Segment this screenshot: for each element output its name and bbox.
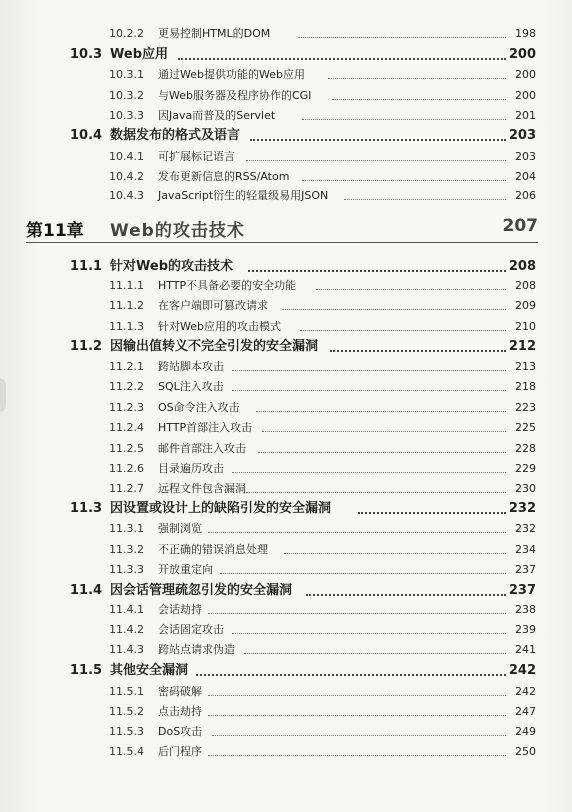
section-page: 200 xyxy=(508,47,536,62)
entry-page: 234 xyxy=(515,543,536,556)
entry-number: 11.4.3 xyxy=(109,643,144,656)
entry-page: 232 xyxy=(515,522,536,535)
toc-entry xyxy=(0,623,572,637)
chapter-title: Web的攻击技术 xyxy=(110,221,245,241)
entry-number: 11.3.3 xyxy=(109,563,144,576)
entry-page: 208 xyxy=(515,279,536,292)
entry-title: 会话劫持 xyxy=(158,603,202,616)
entry-title: 邮件首部注入攻击 xyxy=(158,442,246,455)
section-page: 242 xyxy=(508,663,536,678)
section-title: 因会话管理疏忽引发的安全漏洞 xyxy=(110,583,293,598)
section-title: 其他安全漏洞 xyxy=(110,663,189,678)
dot-leader xyxy=(262,431,506,432)
toc-section xyxy=(0,128,572,144)
toc-entry xyxy=(0,320,572,334)
entry-number: 11.5.3 xyxy=(109,725,144,738)
entry-title: 不正确的错误消息处理 xyxy=(158,543,268,556)
toc-entry xyxy=(0,482,572,496)
entry-number: 11.2.1 xyxy=(109,360,144,373)
dot-leader xyxy=(300,330,506,331)
dot-leader xyxy=(208,613,506,614)
toc-entry xyxy=(0,563,572,577)
toc-entry xyxy=(0,360,572,374)
entry-page: 250 xyxy=(515,745,536,758)
entry-number: 11.1.2 xyxy=(109,299,144,312)
entry-title: 强制浏览 xyxy=(158,522,202,535)
entry-title: 因Java而普及的Servlet xyxy=(158,109,276,122)
entry-number: 10.3.2 xyxy=(109,89,144,102)
toc-entry xyxy=(0,27,572,41)
chapter-heading xyxy=(26,212,538,243)
entry-page: 239 xyxy=(515,623,536,636)
section-title: 因输出值转义不完全引发的安全漏洞 xyxy=(110,339,319,354)
dot-leader xyxy=(246,492,506,493)
entry-number: 11.1.1 xyxy=(109,279,144,292)
toc-entry xyxy=(0,401,572,415)
entry-page: 198 xyxy=(515,27,536,40)
entry-title: 通过Web提供功能的Web应用 xyxy=(158,68,305,81)
dot-leader xyxy=(250,139,506,141)
entry-number: 11.2.4 xyxy=(109,421,144,434)
entry-title: 后门程序 xyxy=(158,745,202,758)
entry-number: 11.5.4 xyxy=(109,745,144,758)
toc-section xyxy=(0,501,572,517)
entry-page: 223 xyxy=(515,401,536,414)
toc-entry xyxy=(0,543,572,557)
section-title: 数据发布的格式及语言 xyxy=(110,128,241,143)
toc-entry xyxy=(0,745,572,759)
section-page: 212 xyxy=(508,339,536,354)
dot-leader xyxy=(232,472,506,473)
section-number: 11.1 xyxy=(70,259,103,274)
entry-title: 会话固定攻击 xyxy=(158,623,224,636)
dot-leader xyxy=(332,99,506,100)
toc-section xyxy=(0,663,572,679)
chapter-page: 207 xyxy=(502,216,538,236)
entry-page: 213 xyxy=(515,360,536,373)
entry-page: 237 xyxy=(515,563,536,576)
section-title: Web应用 xyxy=(110,47,168,62)
dot-leader xyxy=(248,270,506,272)
entry-page: 249 xyxy=(515,725,536,738)
section-page: 232 xyxy=(508,501,536,516)
entry-number: 11.2.7 xyxy=(109,482,144,495)
chapter-number: 第11章 xyxy=(26,221,84,241)
toc-entry xyxy=(0,150,572,164)
entry-title: HTTP首部注入攻击 xyxy=(158,421,253,434)
entry-number: 11.2.2 xyxy=(109,380,144,393)
dot-leader xyxy=(220,573,506,574)
entry-title: JavaScript衍生的轻量级易用JSON xyxy=(158,189,329,202)
dot-leader xyxy=(258,452,506,453)
toc-entry xyxy=(0,68,572,82)
entry-title: 跨站点请求伪造 xyxy=(158,643,235,656)
section-number: 11.4 xyxy=(70,583,103,598)
entry-title: 在客户端即可篡改请求 xyxy=(158,299,268,312)
toc-entry xyxy=(0,189,572,203)
entry-title: HTTP不具备必要的安全功能 xyxy=(158,279,297,292)
entry-page: 225 xyxy=(515,421,536,434)
entry-number: 11.2.3 xyxy=(109,401,144,414)
entry-title: 更易控制HTML的DOM xyxy=(158,27,271,40)
dot-leader xyxy=(232,390,506,391)
entry-page: 206 xyxy=(515,189,536,202)
dot-leader xyxy=(178,58,506,60)
entry-title: 可扩展标记语言 xyxy=(158,150,235,163)
section-number: 11.2 xyxy=(70,339,103,354)
section-number: 11.3 xyxy=(70,501,103,516)
entry-number: 11.5.1 xyxy=(109,685,144,698)
entry-title: 针对Web应用的攻击模式 xyxy=(158,320,281,333)
section-number: 10.3 xyxy=(70,47,103,62)
entry-title: DoS攻击 xyxy=(158,725,203,738)
entry-title: 发布更新信息的RSS/Atom xyxy=(158,170,290,183)
entry-page: 218 xyxy=(515,380,536,393)
dot-leader xyxy=(246,160,506,161)
entry-number: 10.4.3 xyxy=(109,189,144,202)
dot-leader xyxy=(330,350,506,352)
entry-title: 跨站脚本攻击 xyxy=(158,360,224,373)
dot-leader xyxy=(316,289,506,290)
entry-number: 11.1.3 xyxy=(109,320,144,333)
toc-section xyxy=(0,583,572,599)
dot-leader xyxy=(298,37,506,38)
toc-section xyxy=(0,47,572,63)
dot-leader xyxy=(306,594,506,596)
section-page: 208 xyxy=(508,259,536,274)
entry-number: 10.3.3 xyxy=(109,109,144,122)
entry-number: 10.4.1 xyxy=(109,150,144,163)
dot-leader xyxy=(196,674,506,676)
section-title: 因设置或设计上的缺陷引发的安全漏洞 xyxy=(110,501,332,516)
toc-entry xyxy=(0,442,572,456)
toc-entry xyxy=(0,279,572,293)
toc-entry xyxy=(0,522,572,536)
entry-page: 229 xyxy=(515,462,536,475)
section-number: 10.4 xyxy=(70,128,103,143)
entry-number: 10.4.2 xyxy=(109,170,144,183)
entry-number: 10.3.1 xyxy=(109,68,144,81)
dot-leader xyxy=(208,755,506,756)
dot-leader xyxy=(284,553,506,554)
entry-title: OS命令注入攻击 xyxy=(158,401,240,414)
dot-leader xyxy=(302,180,506,181)
toc-entry xyxy=(0,603,572,617)
entry-page: 200 xyxy=(515,68,536,81)
entry-number: 11.4.2 xyxy=(109,623,144,636)
toc-entry xyxy=(0,109,572,123)
entry-title: 目录遍历攻击 xyxy=(158,462,224,475)
toc-entry xyxy=(0,299,572,313)
dot-leader xyxy=(232,370,506,371)
toc-entry xyxy=(0,380,572,394)
entry-title: 开放重定向 xyxy=(158,563,213,576)
entry-page: 209 xyxy=(515,299,536,312)
entry-number: 11.5.2 xyxy=(109,705,144,718)
entry-page: 210 xyxy=(515,320,536,333)
toc-entry xyxy=(0,643,572,657)
toc-entry xyxy=(0,421,572,435)
entry-number: 11.4.1 xyxy=(109,603,144,616)
entry-title: 点击劫持 xyxy=(158,705,202,718)
entry-page: 201 xyxy=(515,109,536,122)
entry-page: 247 xyxy=(515,705,536,718)
dot-leader xyxy=(256,411,506,412)
dot-leader xyxy=(208,695,506,696)
toc-entry xyxy=(0,685,572,699)
entry-number: 10.2.2 xyxy=(109,27,144,40)
dot-leader xyxy=(232,633,506,634)
entry-number: 11.3.1 xyxy=(109,522,144,535)
section-number: 11.5 xyxy=(70,663,103,678)
entry-title: 与Web服务器及程序协作的CGI xyxy=(158,89,312,102)
dot-leader xyxy=(208,715,506,716)
section-title: 针对Web的攻击技术 xyxy=(110,259,233,274)
toc-entry xyxy=(0,725,572,739)
dot-leader xyxy=(302,119,506,120)
entry-page: 200 xyxy=(515,89,536,102)
section-page: 203 xyxy=(508,128,536,143)
toc-section xyxy=(0,259,572,275)
section-page: 237 xyxy=(508,583,536,598)
toc-entry xyxy=(0,89,572,103)
entry-page: 230 xyxy=(515,482,536,495)
entry-number: 11.2.5 xyxy=(109,442,144,455)
toc-entry xyxy=(0,462,572,476)
entry-number: 11.3.2 xyxy=(109,543,144,556)
entry-title: 密码破解 xyxy=(158,685,202,698)
dot-leader xyxy=(208,532,506,533)
dot-leader xyxy=(244,653,506,654)
dot-leader xyxy=(328,78,506,79)
entry-page: 238 xyxy=(515,603,536,616)
entry-page: 204 xyxy=(515,170,536,183)
toc-section xyxy=(0,339,572,355)
toc-entry xyxy=(0,705,572,719)
dot-leader xyxy=(212,735,506,736)
dot-leader xyxy=(358,512,506,514)
entry-number: 11.2.6 xyxy=(109,462,144,475)
entry-title: SQL注入攻击 xyxy=(158,380,224,393)
dot-leader xyxy=(344,199,506,200)
entry-page: 228 xyxy=(515,442,536,455)
entry-page: 242 xyxy=(515,685,536,698)
entry-page: 241 xyxy=(515,643,536,656)
entry-page: 203 xyxy=(515,150,536,163)
entry-title: 远程文件包含漏洞 xyxy=(158,482,246,495)
dot-leader xyxy=(282,309,506,310)
toc-entry xyxy=(0,170,572,184)
